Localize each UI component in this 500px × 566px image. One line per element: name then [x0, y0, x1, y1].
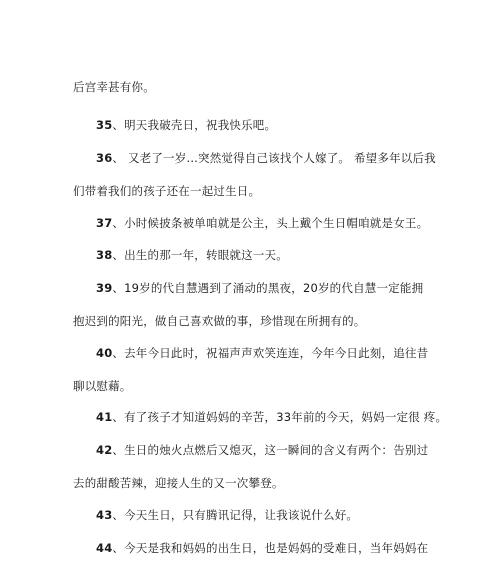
list-item-38 — [96, 248, 456, 262]
item-number: 40 — [96, 346, 113, 360]
text-line — [73, 184, 433, 198]
line-text: 聊以慰藉。 — [73, 379, 132, 393]
text-line — [73, 379, 433, 393]
item-text: 、出生的那一年，转眼就这一天。 — [112, 248, 288, 262]
list-item-39 — [96, 281, 456, 295]
item-text: 、生日的烛火点燃后又熄灭，这一瞬间的含义有两个：告别过 — [112, 443, 429, 457]
item-text: 、今天生日，只有腾讯记得，让我该说什么好。 — [112, 508, 359, 522]
item-number: 36 — [96, 151, 113, 165]
list-item-37 — [96, 216, 456, 230]
item-text: 、有了孩子才知道妈妈的辛苦，33年前的今天，妈妈一定很 疼。 — [112, 410, 448, 424]
line-text: 后宫幸甚有你。 — [73, 80, 155, 94]
item-text: 、 又老了一岁...突然觉得自己该找个人嫁了。 希望多年以后我 — [112, 151, 436, 165]
line-text: 去的甜酸苦辣，迎接人生的又一次攀登。 — [73, 476, 284, 490]
list-item-43 — [96, 508, 456, 522]
item-number: 43 — [96, 508, 113, 522]
list-item-42 — [96, 443, 456, 457]
line-text: 抱迟到的阳光，做自己喜欢做的事，珍惜现在所拥有的。 — [73, 314, 366, 328]
list-item-40 — [96, 346, 456, 360]
item-number: 35 — [96, 118, 113, 132]
item-number: 38 — [96, 248, 113, 262]
item-text: 、今天是我和妈妈的出生日，也是妈妈的受难日，当年妈妈在 — [112, 541, 429, 555]
line-text: 们带着我们的孩子还在一起过生日。 — [73, 184, 261, 198]
list-item-36 — [96, 151, 456, 165]
item-text: 、19岁的代自慧遇到了涌动的黑夜，20岁的代自慧一定能拥 — [112, 281, 424, 295]
list-item-35 — [96, 118, 456, 132]
item-number: 37 — [96, 216, 113, 230]
text-line — [73, 476, 433, 490]
text-line — [73, 314, 433, 328]
item-number: 42 — [96, 443, 113, 457]
list-item-44 — [96, 541, 456, 555]
text-line — [73, 80, 433, 94]
item-text: 、去年今日此时，祝福声声欢笑连连，今年今日此刻，追往昔 — [112, 346, 429, 360]
item-text: 、明天我破壳日，祝我快乐吧。 — [112, 118, 277, 132]
item-number: 41 — [96, 410, 113, 424]
item-number: 39 — [96, 281, 113, 295]
list-item-41 — [96, 410, 456, 424]
item-number: 44 — [96, 541, 113, 555]
item-text: 、小时候披条被单咱就是公主，头上戴个生日帽咱就是女王。 — [112, 216, 429, 230]
